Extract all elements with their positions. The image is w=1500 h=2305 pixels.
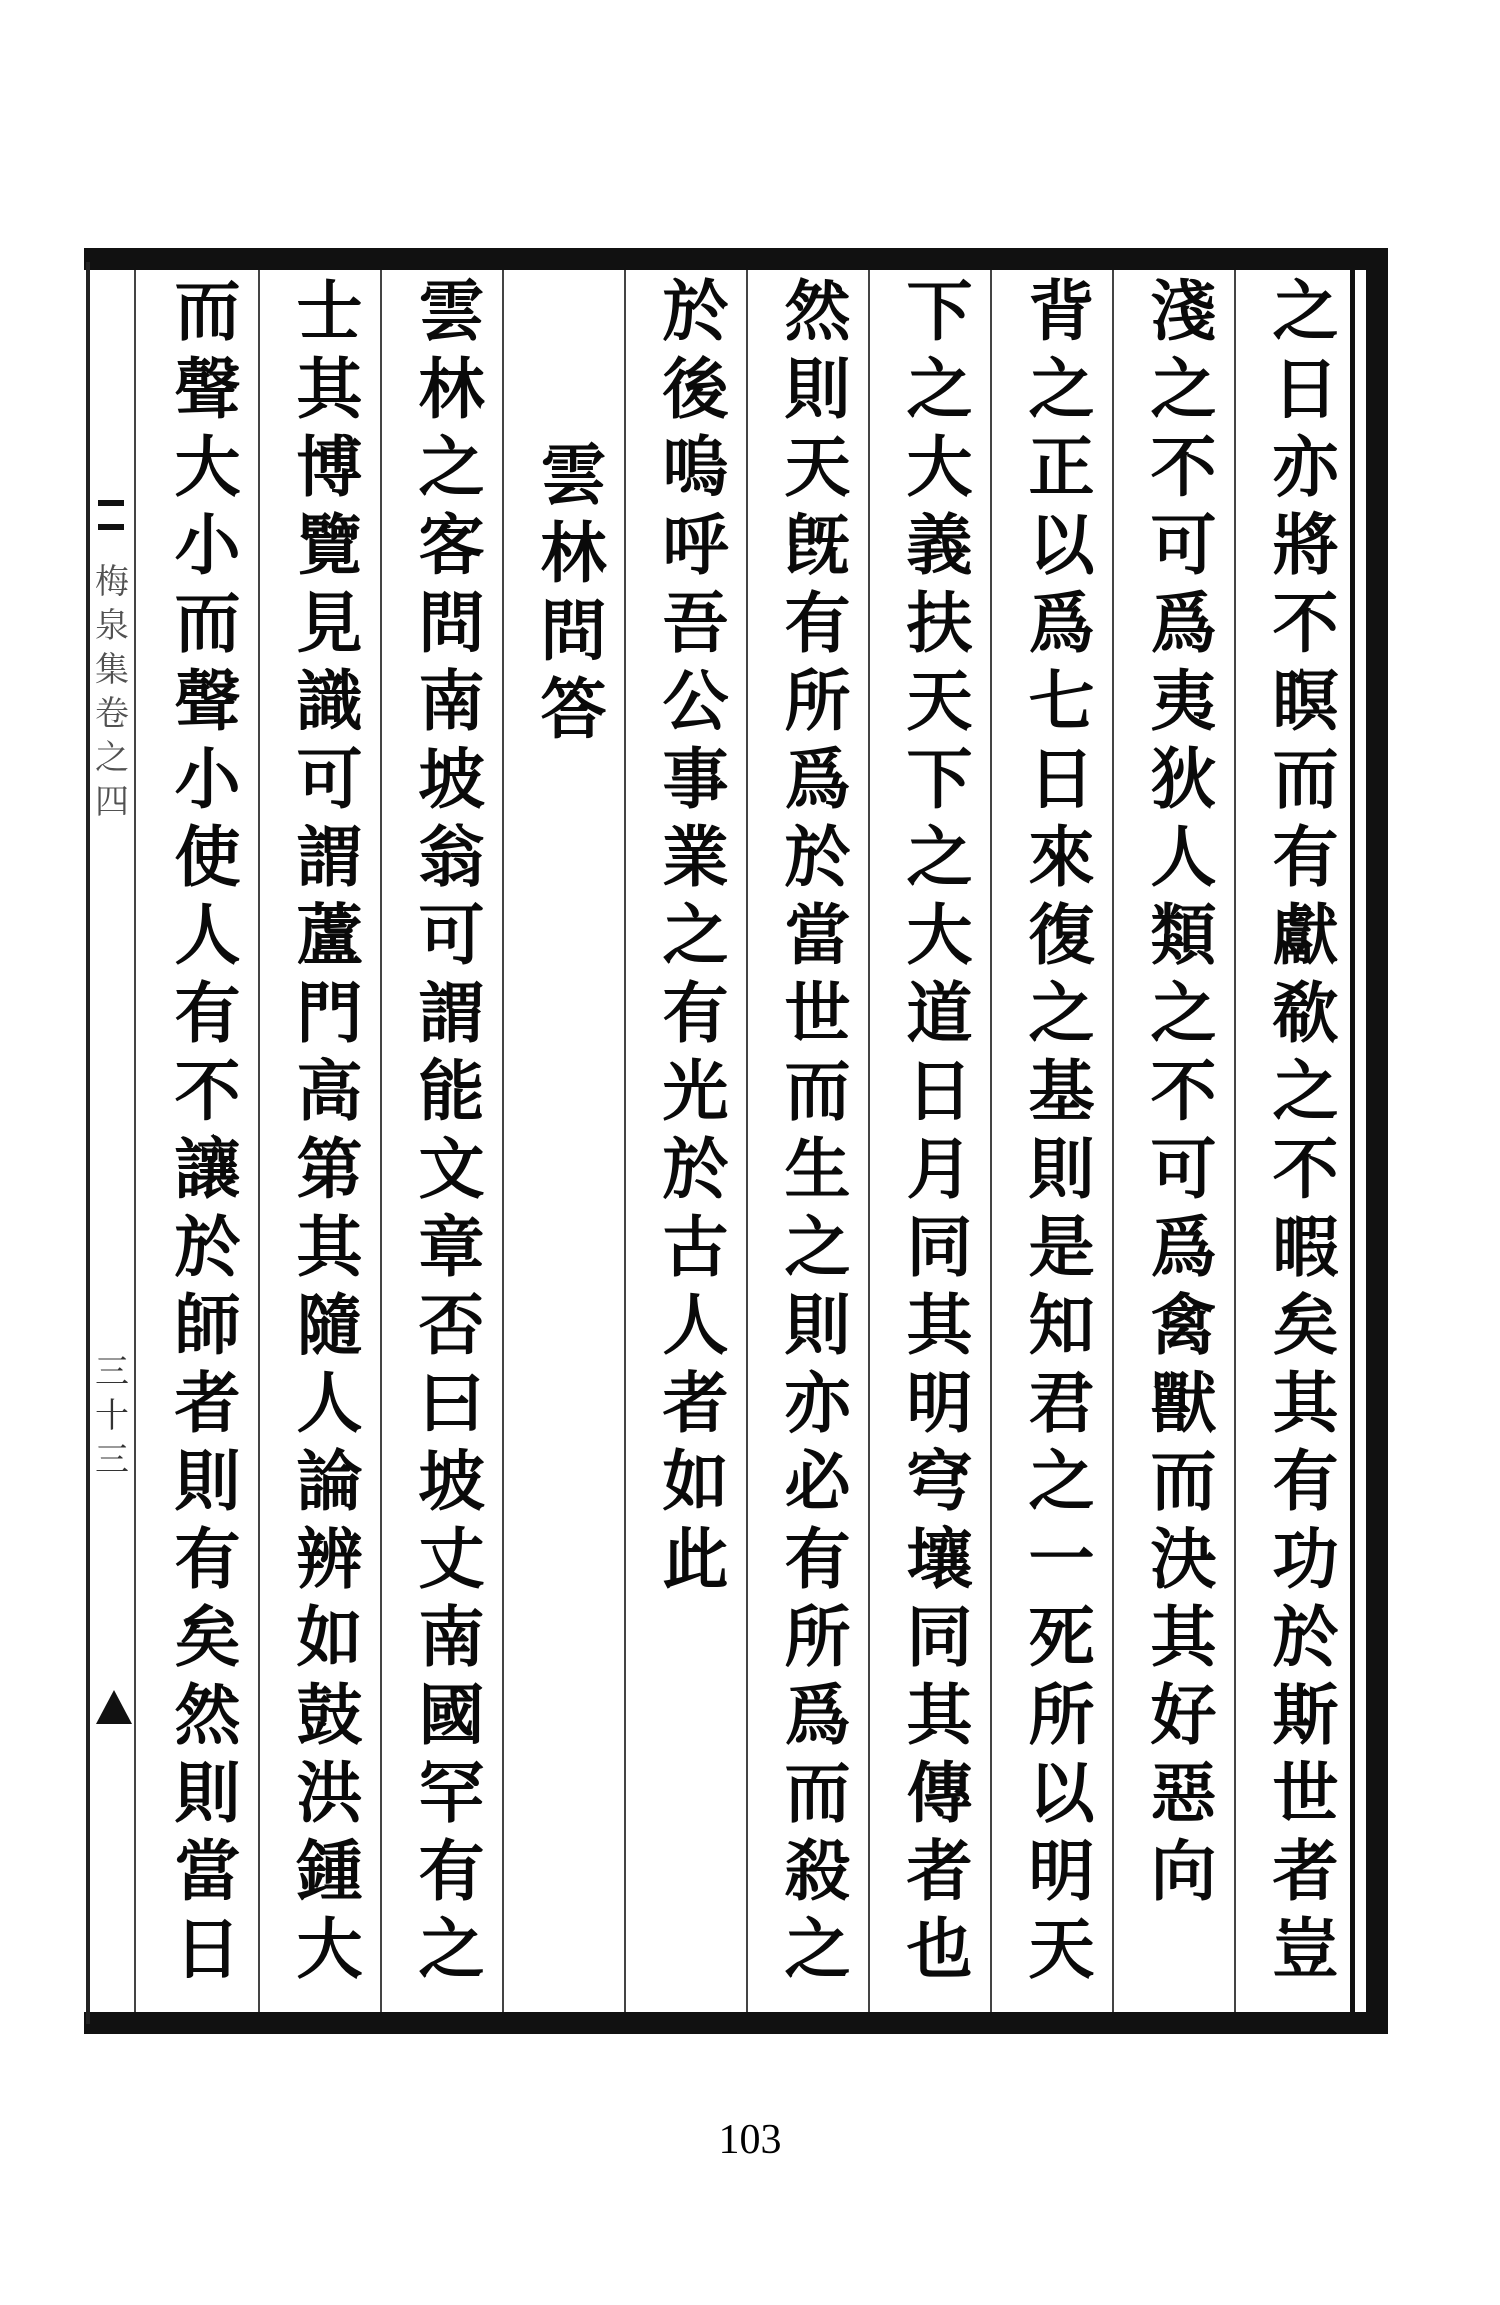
frame-top-border <box>84 248 1386 270</box>
frame-right-border <box>1366 248 1388 2034</box>
text-column-8: 雲林之客問南坡翁可謂能文章否曰坡丈南國罕有之 <box>407 276 485 1992</box>
column-rule <box>746 270 748 2012</box>
column-rule <box>502 270 504 2012</box>
text-column-1: 之日亦將不瞑而有獻欷之不暇矣其有功於斯世者豈 <box>1261 276 1339 1992</box>
text-column-6: 於後嗚呼吾公事業之有光於古人者如此 <box>651 276 729 1602</box>
frame-bottom-border <box>84 2012 1386 2034</box>
text-column-10: 而聲大小而聲小使人有不讓於師者則有矣然則當日 <box>163 276 241 1992</box>
column-rule <box>134 270 136 2012</box>
frame-right-inner-rule <box>1350 268 1355 2014</box>
text-column-5: 然則天旣有所爲於當世而生之則亦必有所爲而殺之 <box>773 276 851 1992</box>
fishtail-mark-bottom <box>96 1690 132 1724</box>
fishtail-mark-top <box>98 500 124 530</box>
margin-leaf-number: 三十三 <box>95 1352 129 1480</box>
section-heading: 雲林問答 <box>529 440 607 752</box>
column-rule <box>1234 270 1236 2012</box>
text-column-2: 淺之不可爲夷狄人類之不可爲禽獸而決其好惡向 <box>1139 276 1217 1914</box>
text-column-3: 背之正以爲七日來復之基則是知君之一死所以明天 <box>1017 276 1095 1992</box>
column-rule <box>990 270 992 2012</box>
column-rule <box>868 270 870 2012</box>
text-column-9: 士其博覽見識可謂蘆門高第其隨人論辨如鼓洪鍾大 <box>285 276 363 1992</box>
column-rule <box>258 270 260 2012</box>
column-rule <box>624 270 626 2012</box>
page-number: 103 <box>718 2117 782 2163</box>
margin-title: 梅泉集卷之四 <box>95 562 129 822</box>
column-rule <box>1112 270 1114 2012</box>
column-rule <box>380 270 382 2012</box>
text-column-4: 下之大義扶天下之大道日月同其明穹壤同其傳者也 <box>895 276 973 1992</box>
